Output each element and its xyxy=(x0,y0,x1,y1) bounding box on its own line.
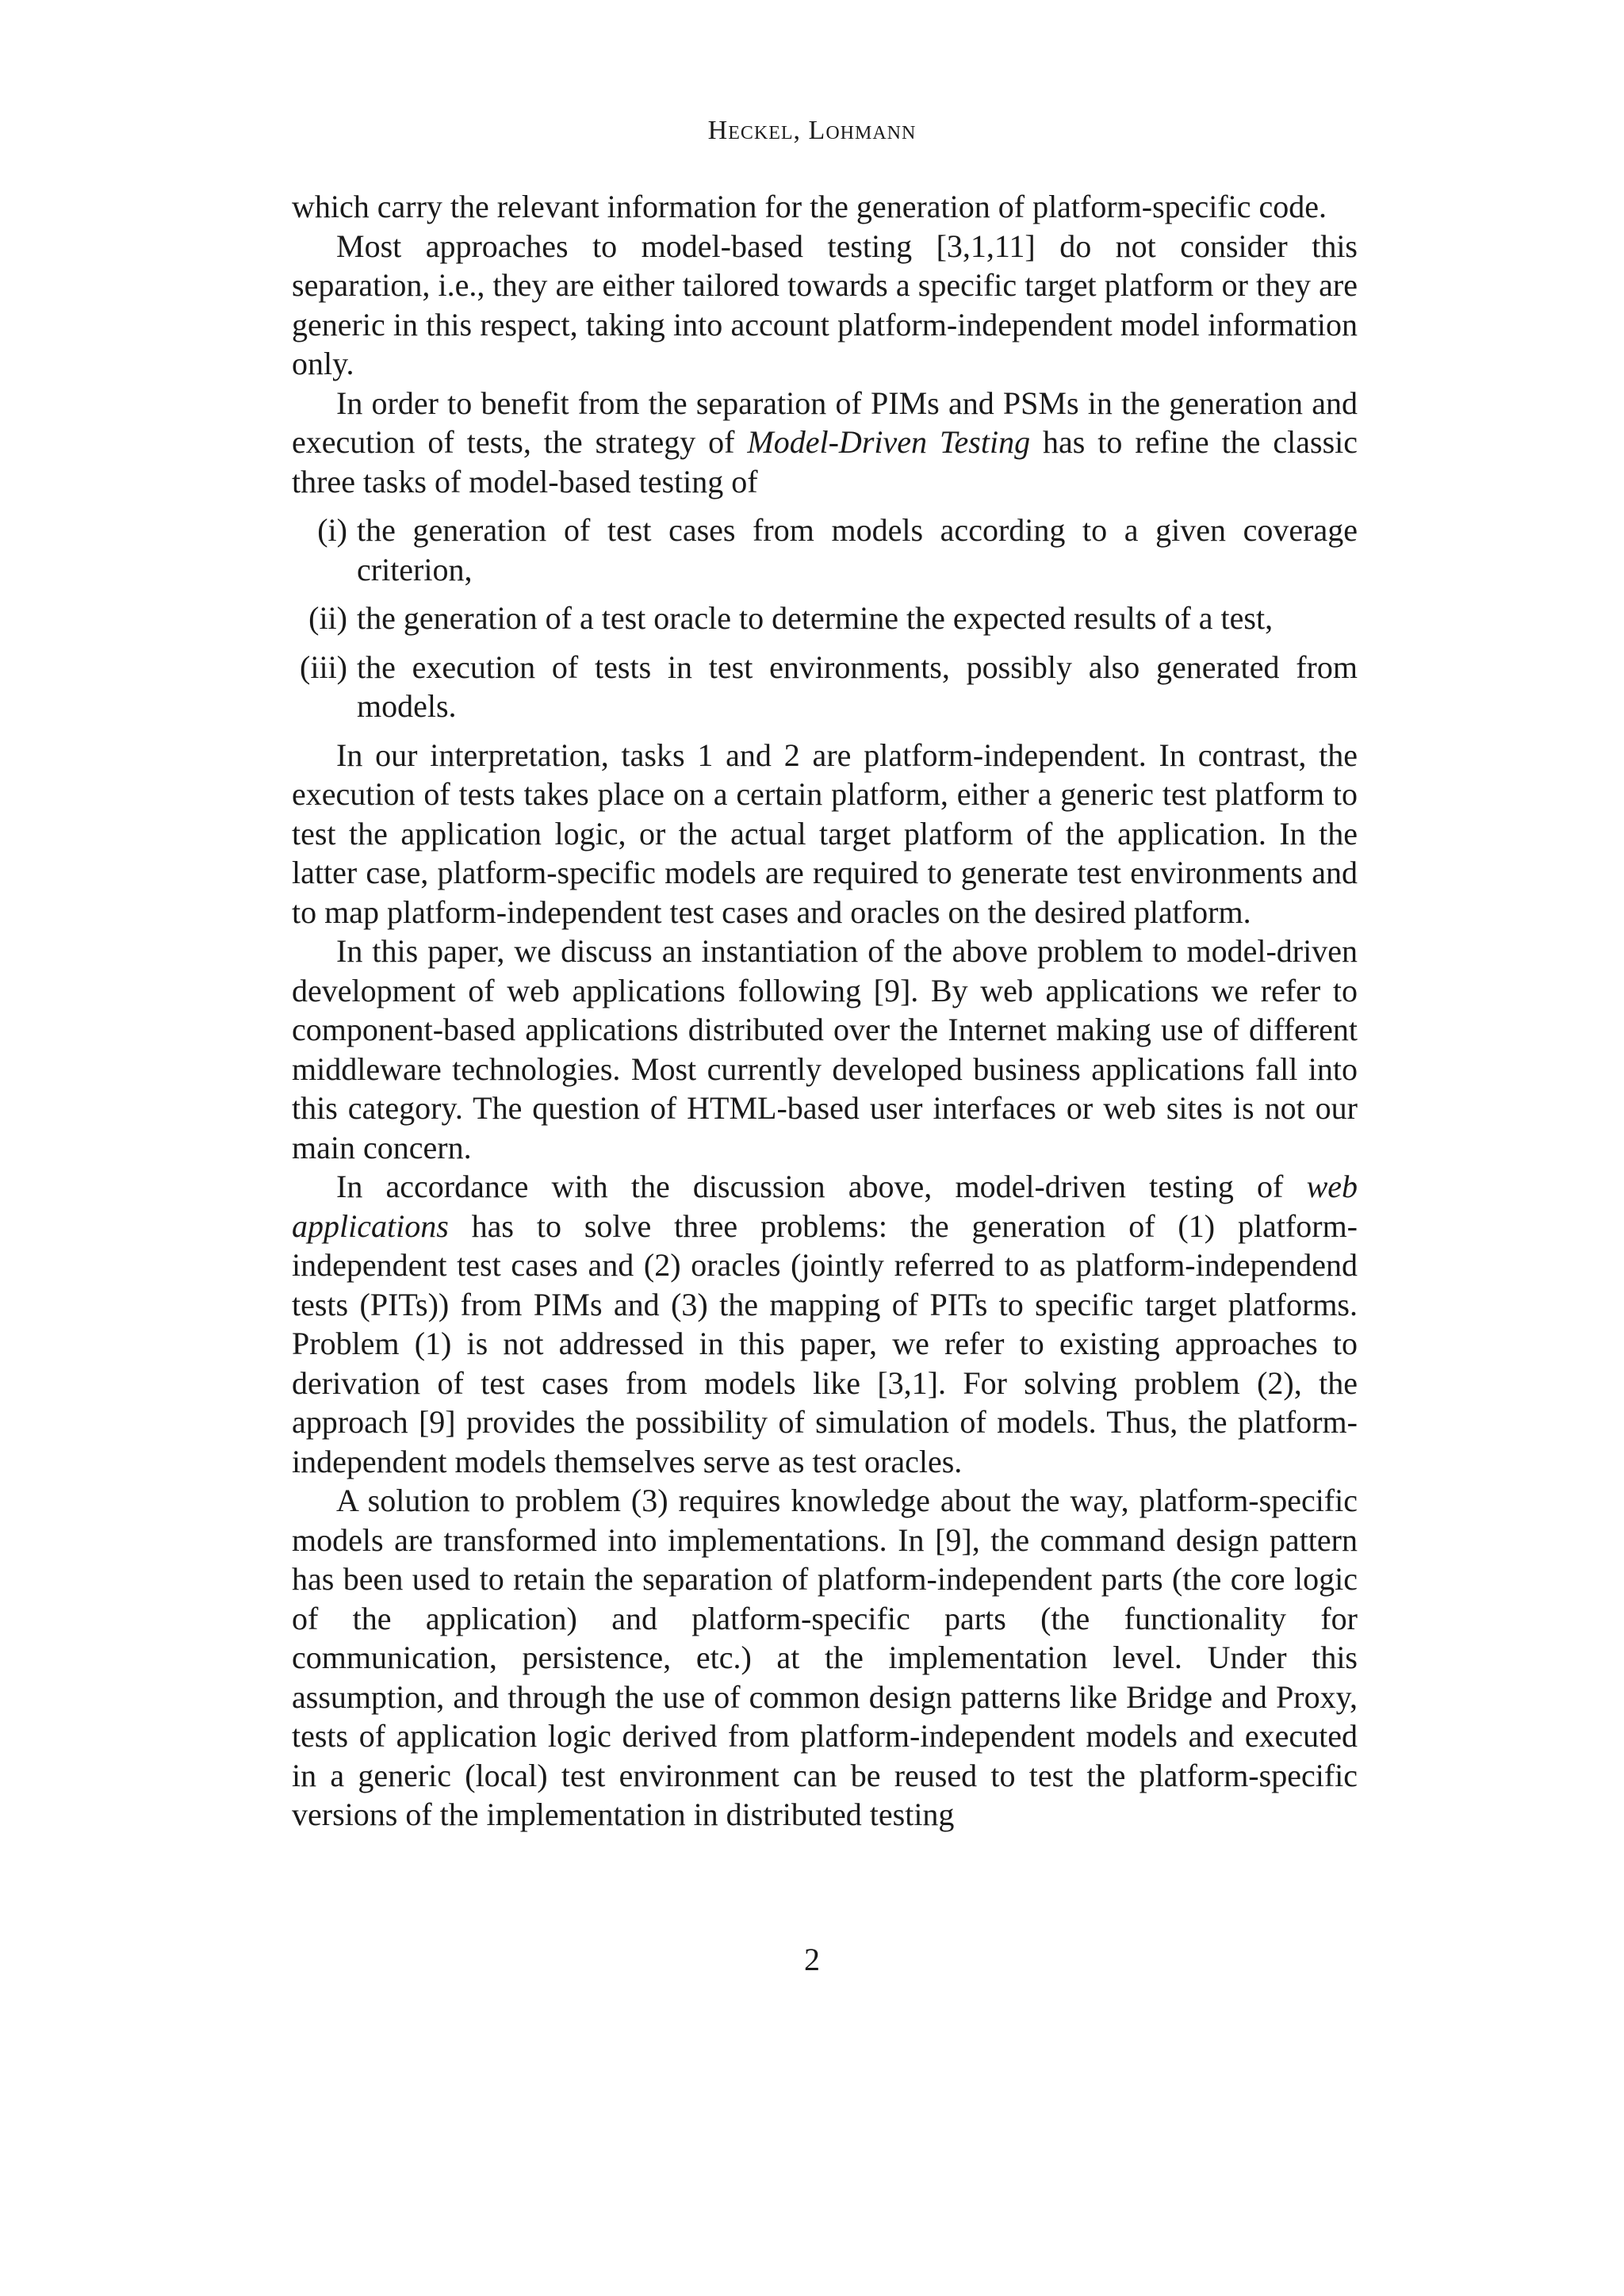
task-list xyxy=(292,511,1358,726)
paragraph-6-tail: has to solve three problems: the generation of (1) platform-independent test cases and (2) oracles (jointly referred to as platform-independend tests (PITs)) from PIMs and (3) the mapping of PITs to specific target platforms. Problem (1) is not addressed in this paper, we refer to existing approaches to derivation of test cases from models like [3,1]. For solving problem (2), the approach [9] provides the possibility of simulation of models. Thus, the platform-independent models themselves serve as test oracles. xyxy=(292,1207,1358,1479)
emphasis-model-driven-testing: Model-Driven Testing xyxy=(747,424,1031,460)
paragraph-4: In our interpretation, tasks 1 and 2 are platform-independent. In contrast, the execution of tests takes place on a certain platform, either a generic test platform to test the application logic, or the actual target platform of the application. In the latter case, platform-specific models are required to generate test environments and to map platform-independent test cases and oracles on the desired platform. xyxy=(292,737,1358,930)
list-item xyxy=(292,648,1358,726)
paragraph-6 xyxy=(292,1167,1358,1481)
list-marker: (iii) xyxy=(300,649,347,685)
list-marker: (i) xyxy=(317,512,347,548)
running-head: Heckel, Lohmann xyxy=(707,116,917,145)
paragraph-5: In this paper, we discuss an instantiation of the above problem to model-driven development of web applications following [9]. By web applications we refer to component-based applications distributed over the Internet making use of different middleware technologies. Most currently developed business applications fall into this category. The question of HTML-based user interfaces or web sites is not our main concern. xyxy=(292,933,1358,1165)
paragraph-2: Most approaches to model-based testing [3,1,11] do not consider this separation, i.e., they are either tailored towards a specific target platform or they are generic in this respect, taking into account platform-independent model information only. xyxy=(292,228,1358,381)
body-text xyxy=(292,187,1358,1835)
paragraph-3-tail: has to refine the classic three tasks of model-based testing of xyxy=(292,424,1358,499)
emphasis-web-applications: web applications xyxy=(292,1169,1358,1244)
list-item-text: the execution of tests in test environments, possibly also generated from models. xyxy=(357,649,1358,724)
paragraph-3 xyxy=(292,384,1358,502)
paragraph-6-lead: In accordance with the discussion above, model-driven testing of xyxy=(336,1169,1307,1204)
paragraph-1: which carry the relevant information for the generation of platform-specific code. xyxy=(292,189,1327,224)
list-item xyxy=(292,511,1358,589)
paragraph-3-lead: In order to benefit from the separation of PIMs and PSMs in the generation and execution of tests, the strategy of xyxy=(292,385,1358,460)
paragraph-7: A solution to problem (3) requires knowledge about the way, platform-specific models are transformed into implementations. In [9], the command design pattern has been used to retain the separation of platform-independent parts (the core logic of the application) and platform-specific parts (the functionality for communication, persistence, etc.) at the implementation level. Under this assumption, and through the use of common design patterns like Bridge and Proxy, tests of application logic derived from platform-independent models and executed in a generic (local) test environment can be reused to test the platform-specific versions of the implementation in distributed testing xyxy=(292,1483,1358,1832)
list-item-text: the generation of test cases from models according to a given coverage criterion, xyxy=(357,512,1358,587)
page-number: 2 xyxy=(804,1942,820,1977)
list-marker: (ii) xyxy=(308,600,347,636)
list-item-text: the generation of a test oracle to determine the expected results of a test, xyxy=(357,600,1274,636)
list-item xyxy=(292,599,1358,638)
